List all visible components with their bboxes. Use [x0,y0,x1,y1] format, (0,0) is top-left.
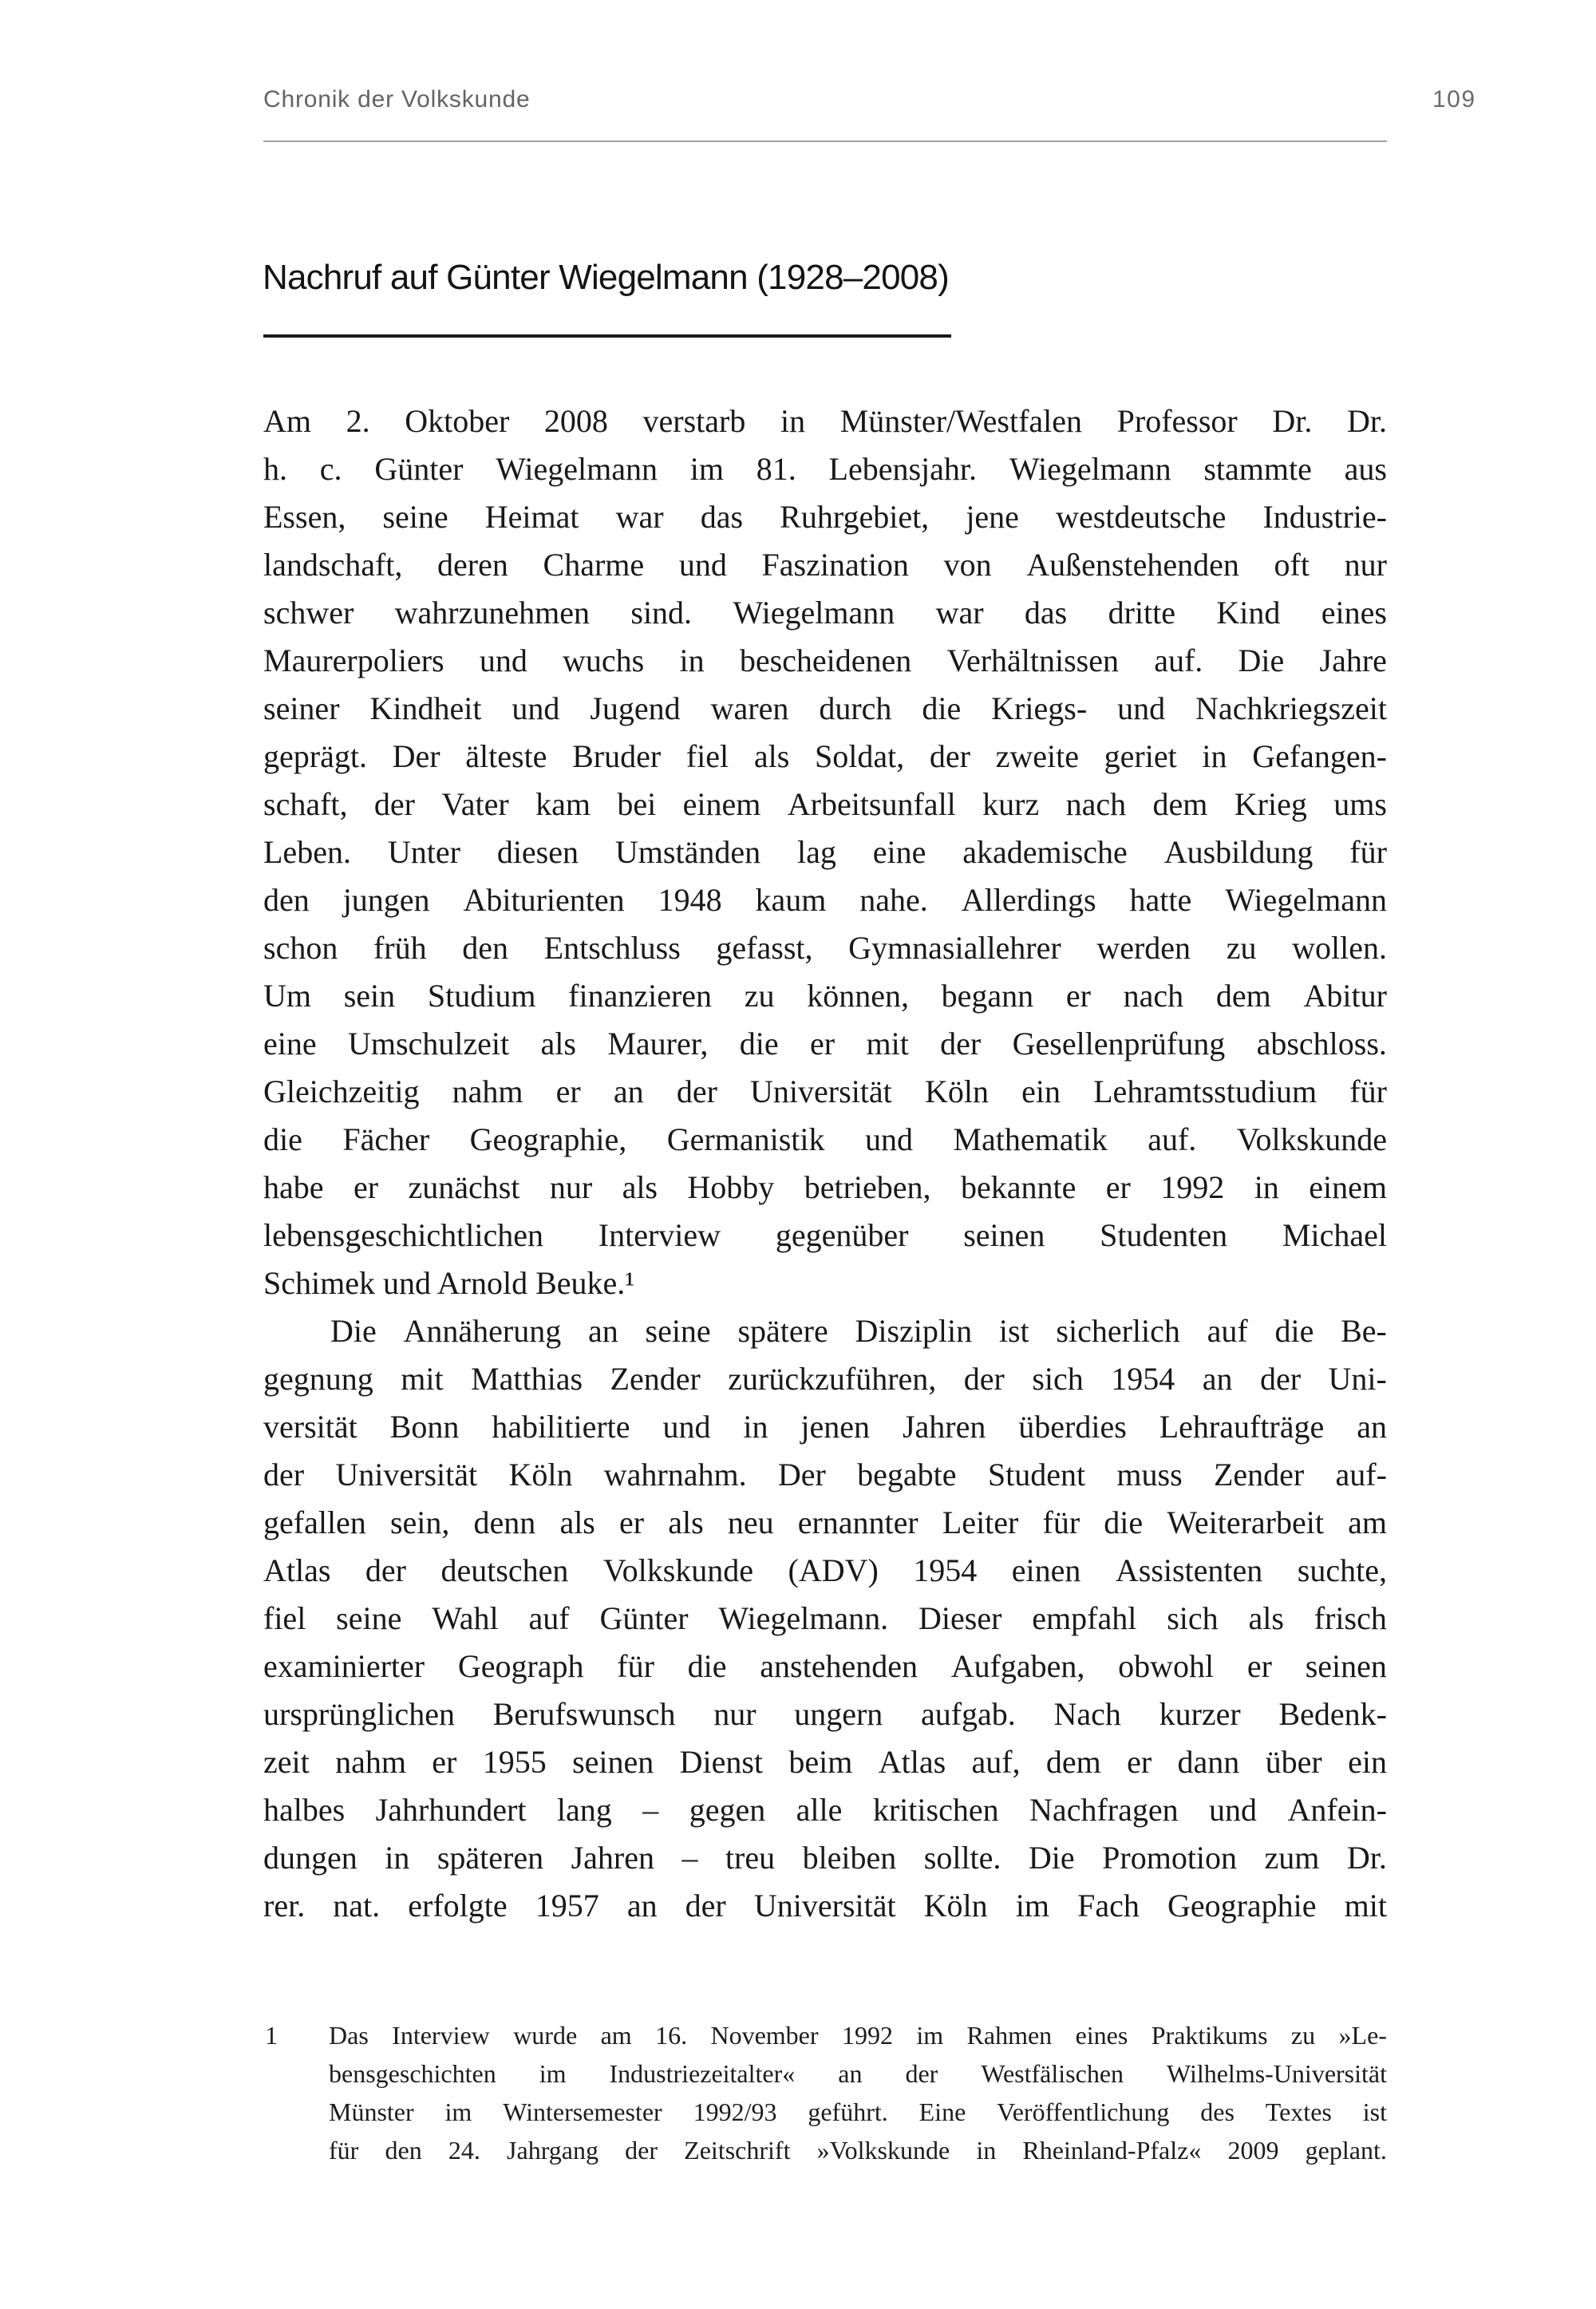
text-line: Gleichzeitig nahm er an der Universität Köln ein Lehramtsstudium für [263,1073,1387,1109]
text-line: der Universität Köln wahrnahm. Der begabte Student muss Zender auf- [263,1457,1387,1493]
text-line: Die Annäherung an seine spätere Disziplin ist sicherlich auf die Be- [330,1313,1387,1349]
text-line: schwer wahrzunehmen sind. Wiegelmann war das dritte Kind eines [263,595,1387,631]
text-line: bensgeschichten im Industriezeitalter« an der Westfälischen Wilhelms-Universität [329,2059,1387,2088]
running-header-title: Chronik der Volkskunde [263,86,531,113]
text-line: halbes Jahrhundert lang – gegen alle kritischen Nachfragen und Anfein- [263,1792,1387,1828]
text-line: eine Umschulzeit als Maurer, die er mit der Gesellenprüfung abschloss. [263,1026,1387,1062]
text-line: examinierter Geograph für die anstehenden Aufgaben, obwohl er seinen [263,1648,1387,1684]
text-line: versität Bonn habilitierte und in jenen Jahren überdies Lehraufträge an [263,1409,1387,1445]
text-line: Maurerpoliers und wuchs in bescheidenen Verhältnissen auf. Die Jahre [263,642,1387,678]
text-line: Atlas der deutschen Volkskunde (ADV) 1954 einen Assistenten suchte, [263,1552,1387,1588]
text-line: geprägt. Der älteste Bruder fiel als Soldat, der zweite geriet in Gefangen- [263,738,1387,774]
text-line: Um sein Studium finanzieren zu können, begann er nach dem Abitur [263,978,1387,1014]
text-line: den jungen Abiturienten 1948 kaum nahe. Allerdings hatte Wiegelmann [263,882,1387,918]
text-line: Münster im Wintersemester 1992/93 geführt. Eine Veröffentlichung des Textes ist [329,2097,1387,2126]
text-line: schon früh den Entschluss gefasst, Gymnasiallehrer werden zu wollen. [263,930,1387,966]
title-underline [263,334,951,338]
text-line: Leben. Unter diesen Umständen lag eine akademische Ausbildung für [263,834,1387,870]
text-line: habe er zunächst nur als Hobby betrieben, bekannte er 1992 in einem [263,1169,1387,1205]
text-line: rer. nat. erfolgte 1957 an der Universität Köln im Fach Geographie mit [263,1888,1387,1924]
text-line: fiel seine Wahl auf Günter Wiegelmann. Dieser empfahl sich als frisch [263,1600,1387,1636]
text-line: ursprünglichen Berufswunsch nur ungern aufgab. Nach kurzer Bedenk- [263,1696,1387,1732]
text-line: landschaft, deren Charme und Faszination von Außenstehenden oft nur [263,547,1387,583]
text-line: dungen in späteren Jahren – treu bleiben sollte. Die Promotion zum Dr. [263,1840,1387,1876]
footnote [263,2016,1387,2169]
footnote-text [329,2016,1387,2169]
text-line: Schimek und Arnold Beuke.¹ [263,1265,635,1301]
text-line: die Fächer Geographie, Germanistik und Mathematik auf. Volkskunde [263,1121,1387,1157]
header-rule [263,140,1387,142]
text-line: für den 24. Jahrgang der Zeitschrift »Volkskunde in Rheinland-Pfalz« 2009 geplant. [329,2136,1387,2165]
text-line: zeit nahm er 1955 seinen Dienst beim Atlas auf, dem er dann über ein [263,1744,1387,1780]
text-line: Am 2. Oktober 2008 verstarb in Münster/Westfalen Professor Dr. Dr. [263,403,1387,439]
text-line: gefallen sein, denn als er als neu ernannter Leiter für die Weiterarbeit am [263,1504,1387,1540]
footnote-marker: 1 [265,2021,278,2050]
text-line: seiner Kindheit und Jugend waren durch die Kriegs- und Nachkriegszeit [263,690,1387,726]
article-title: Nachruf auf Günter Wiegelmann (1928–2008) [263,258,949,297]
text-line: schaft, der Vater kam bei einem Arbeitsunfall kurz nach dem Krieg ums [263,786,1387,822]
text-line: Das Interview wurde am 16. November 1992 im Rahmen eines Praktikums zu »Le- [329,2021,1387,2050]
text-line: Essen, seine Heimat war das Ruhrgebiet, jene westdeutsche Industrie- [263,499,1387,535]
article-body [263,397,1387,1930]
text-line: h. c. Günter Wiegelmann im 81. Lebensjahr. Wiegelmann stammte aus [263,451,1387,487]
page-number: 109 [1432,86,1476,113]
text-line: gegnung mit Matthias Zender zurückzuführen, der sich 1954 an der Uni- [263,1361,1387,1397]
text-line: lebensgeschichtlichen Interview gegenüber seinen Studenten Michael [263,1217,1387,1253]
